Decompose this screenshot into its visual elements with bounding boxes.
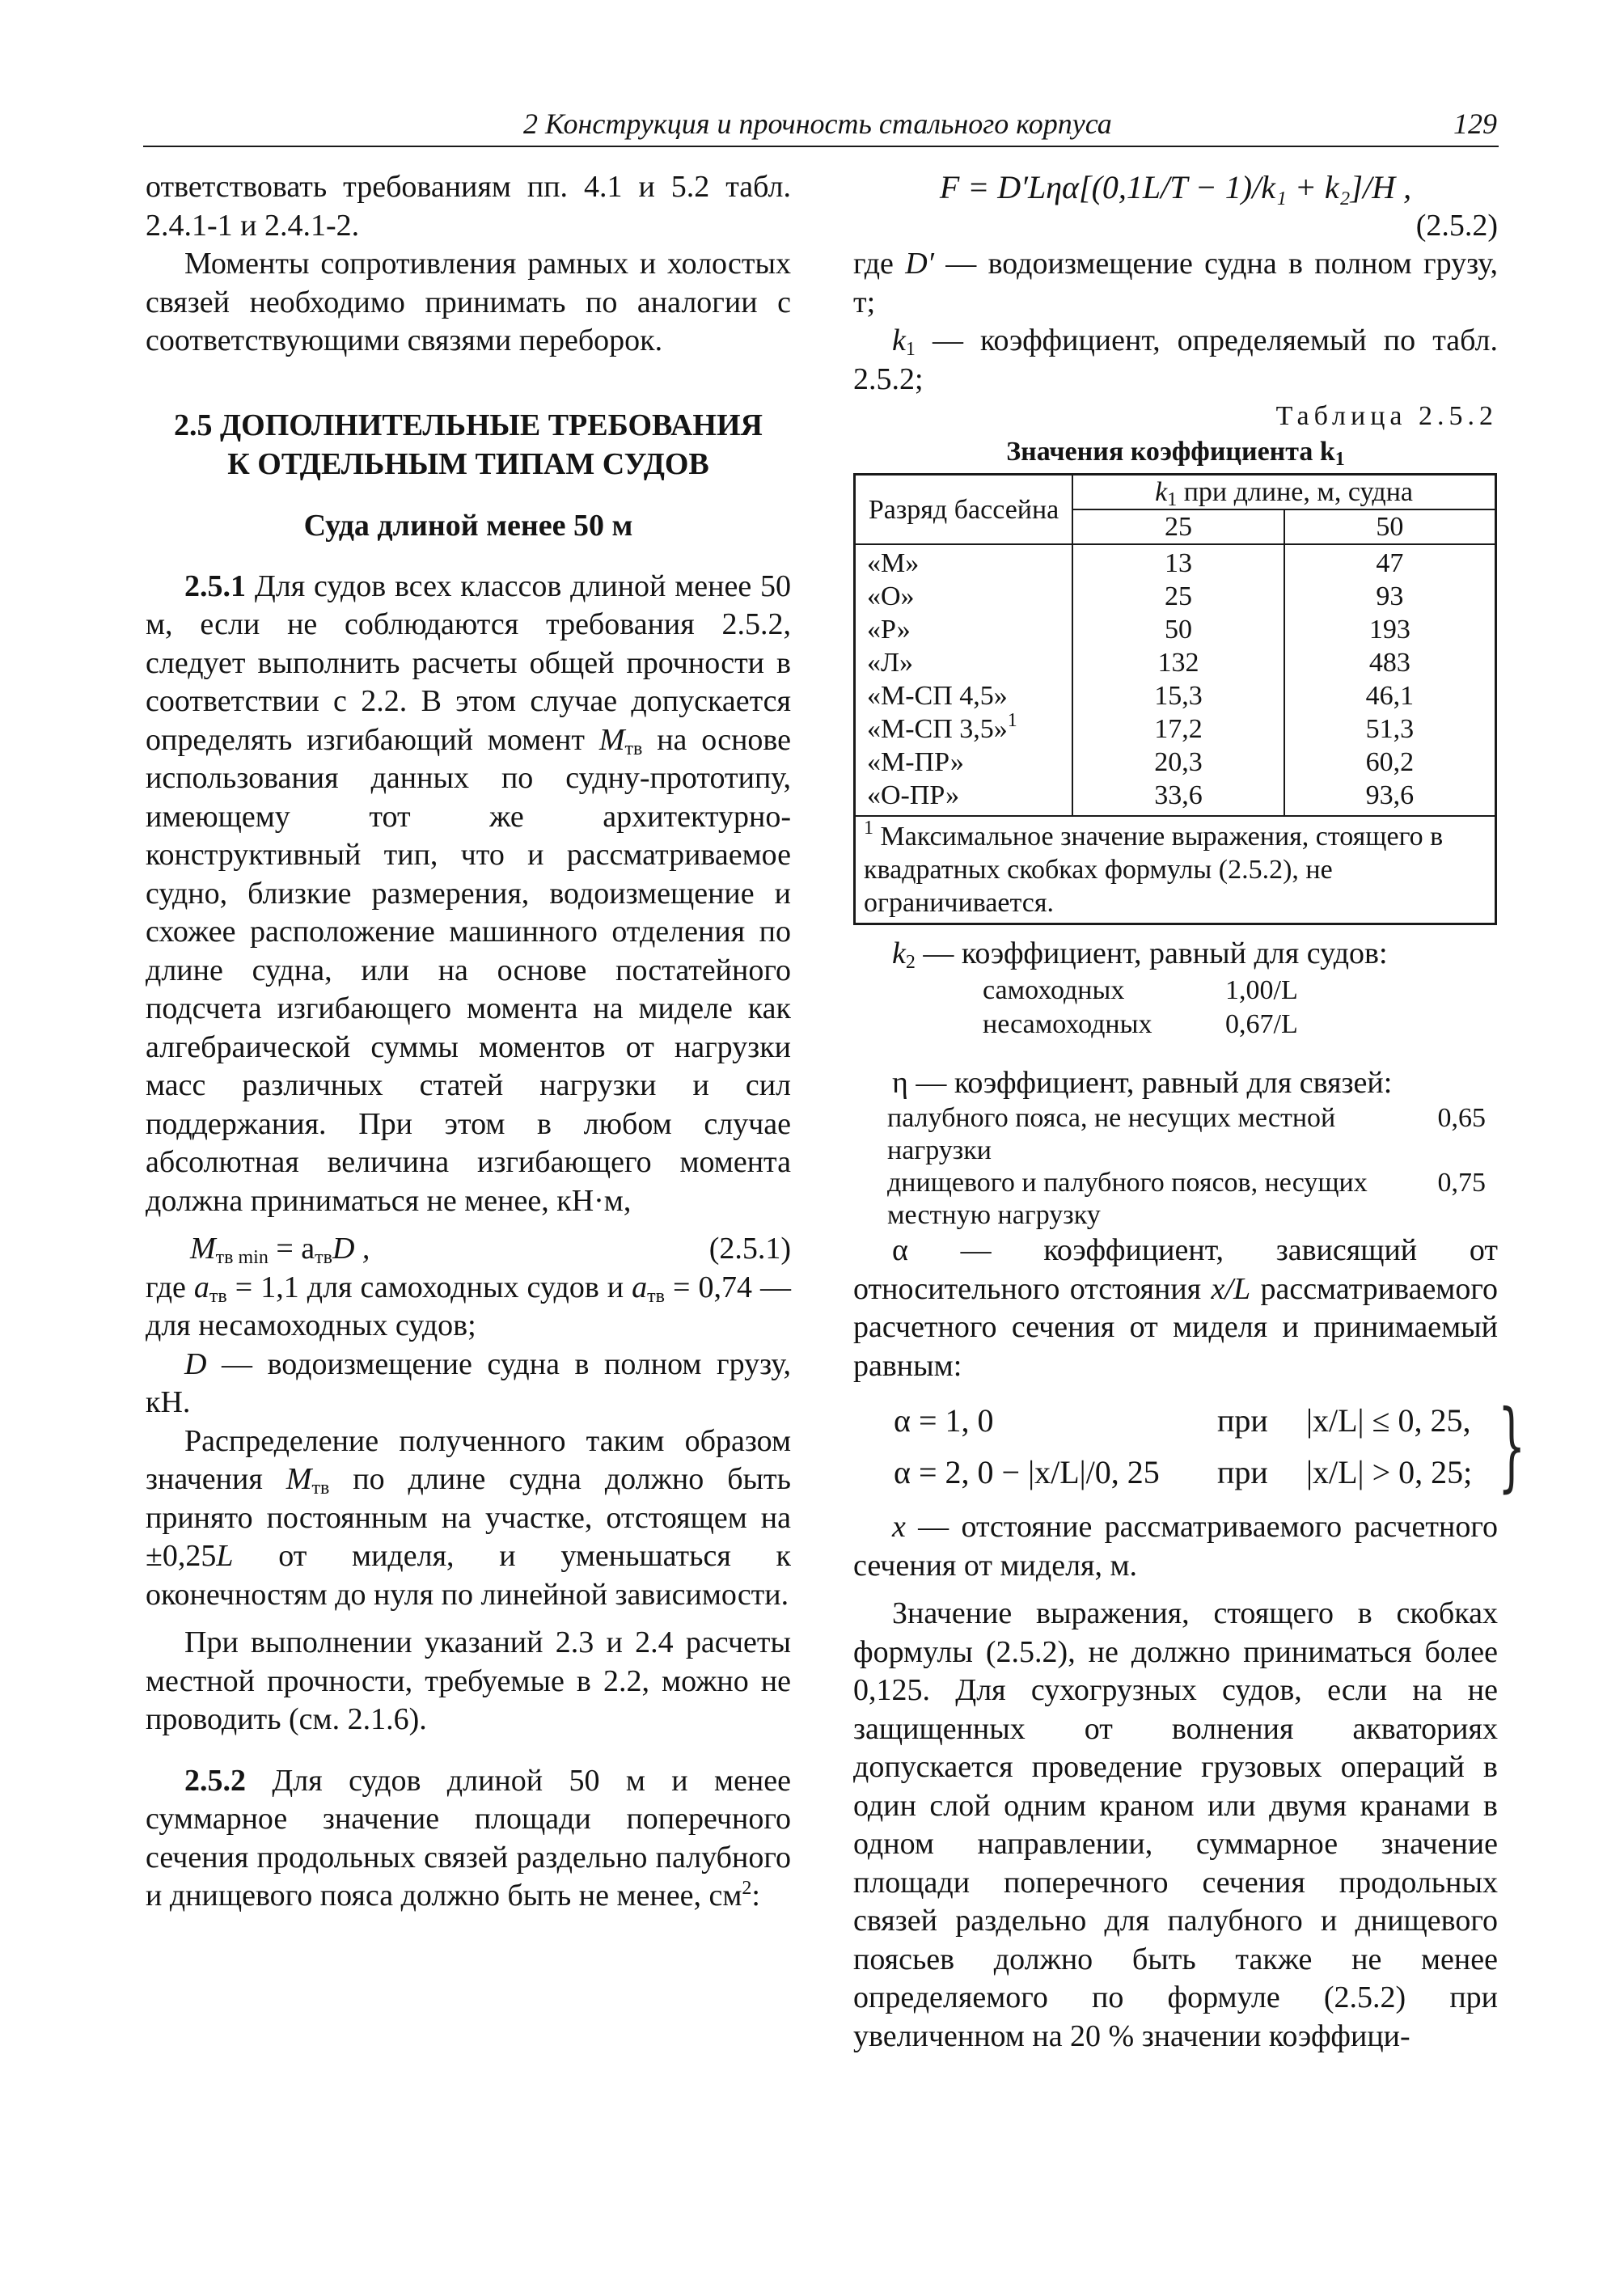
paragraph-local-strength: При выполнении указаний 2.3 и 2.4 расчеты местной прочности, требуемые в 2.2, можно не проводить (см. 2.1.6).	[146, 1625, 791, 1736]
table-row: «М-СП 4,5» 15,3 46,1	[855, 679, 1496, 712]
equation-number-2-5-2: (2.5.2)	[1415, 208, 1498, 243]
formula-2-5-1: $M_{тв min} = a_{тв}D$ , (2.5.1)	[190, 1232, 791, 1268]
paragraph-2-5-2: 2.5.2 Для судов длиной 50 м и менее суммарное значение площади поперечного сечения продольных связей раздельно палубного и днищевого пояса должно быть не менее, $см^2$:	[146, 1763, 791, 1913]
table-header-25: 25	[1072, 509, 1284, 544]
header-title: 2 Конструкция и прочность стального корпуса	[523, 108, 1112, 140]
paragraph-where-D: где D′ — водоизмещение судна в полном грузу, т;	[853, 247, 1498, 319]
alpha-case: α = 2, 0 − |x/L|/0, 25 при |x/L| > 0, 25;	[894, 1454, 1473, 1490]
paragraph-2-5-1: 2.5.1 Для судов всех классов длиной менее 50 м, если не соблюдаются требования 2.5.2, следует выполнить расчеты общей прочности в соответствии с 2.2. В этом случае допускается определять изгибающий момент $M_{тв}$ на основе использования данных по судну-прототипу, имеющему тот же архитектурно-конструктивный тип, что и рассматриваемое судно, близкие размерения, водоизмещение и схожее расположение машинного отделения по длине судна, или на основе постатейного подсчета изгибающего момента на миделе как алгебраической суммы моментов от нагрузки масс различных статей нагрузки и сил поддержания. При этом в любом случае абсолютная величина изгибающего момента должна приниматься не менее, кН·м,	[146, 569, 792, 1218]
table-row: «М-СП 3,5»$^1$ 17,2 51,3	[855, 712, 1496, 746]
paragraph-where-a: где $a_{тв} = 1,1$ для самоходных судов и $a_{тв} = 0,74$ — для несамоходных судов;	[146, 1270, 791, 1342]
k1-table	[853, 473, 1497, 925]
right-column	[853, 168, 1526, 2056]
alpha-case: α = 1, 0 при |x/L| ≤ 0, 25,	[894, 1402, 1471, 1439]
paragraph-value: Значение выражения, стоящего в скобках формулы (2.5.2), не должно приниматься более 0,125. Для сухогрузных судов, если на не защищенных от волнения акваториях допускается проведение грузовых операций в один слой одним краном или двумя кранами в одном направлении, суммарное значение площади поперечного сечения продольных связей раздельно для палубного и днищевого поясьев должно быть также не менее определяемого по формуле (2.5.2) при увеличенном на 20 % значении коэффици-	[853, 1596, 1498, 2053]
table-row: «М-ПР» 20,3 60,2	[855, 746, 1496, 779]
paragraph-continuation: ответствовать требованиям пп. 4.1 и 5.2 табл. 2.4.1-1 и 2.4.1-2.	[146, 170, 791, 243]
paragraph-eta: η — коэффициент, равный для связей:	[892, 1065, 1393, 1100]
list-item: днищевого и палубного поясов, несущих местную нагрузку 0,75	[887, 1168, 1486, 1230]
table-row: «О» 25 93	[855, 580, 1496, 613]
list-item: несамоходных 0,67/L	[983, 1008, 1298, 1039]
formula-2-5-2: F = D′Lηα[(0,1L/T − 1)/k₁ + k₂]/H ,	[939, 169, 1412, 205]
list-item: самоходных 1,00/L	[983, 974, 1298, 1005]
right-brace: }	[1498, 1390, 1526, 1503]
eta-list	[853, 1102, 1498, 1232]
alpha-cases	[894, 1390, 1526, 1503]
paragraph-distribution: Распределение полученного таким образом значения $M_{тв}$ по длине судна должно быть принято постоянным на участке, отстоящем на ±0,25L от миделя, и уменьшаться к оконечностям до нуля по линейной зависимости.	[146, 1423, 791, 1612]
paragraph-D: D — водоизмещение судна в полном грузу, кН.	[146, 1346, 791, 1419]
running-header	[143, 104, 1499, 147]
left-column	[146, 168, 791, 1916]
table-row: «Л» 132 483	[855, 646, 1496, 679]
table-label: Таблица 2.5.2	[1275, 401, 1498, 431]
equation-number-2-5-1: (2.5.1)	[708, 1232, 791, 1266]
k2-list	[853, 974, 1498, 1042]
table-header-basin: Разряд бассейна	[855, 475, 1073, 545]
paragraph-moments: Моменты сопротивления рамных и холостых связей необходимо принимать по аналогии с соответствующими связями переборок.	[146, 247, 791, 357]
paragraph-x: x — отстояние рассматриваемого расчетного сечения от миделя, м.	[853, 1510, 1498, 1583]
table-header-50: 50	[1284, 509, 1496, 544]
table-row: «Р» 50 193	[855, 613, 1496, 646]
subsection-heading: Суда длиной менее 50 м	[303, 508, 633, 543]
page-number: 129	[1453, 108, 1497, 140]
table-row: «О-ПР» 33,6 93,6	[855, 779, 1496, 816]
section-heading: 2.5 ДОПОЛНИТЕЛЬНЫЕ ТРЕБОВАНИЯ К ОТДЕЛЬНЫМ ТИПАМ СУДОВ	[174, 408, 763, 481]
table-footnote: $^1$ Максимальное значение выражения, стоящего в квадратных скобках формулы (2.5.2), не ограничивается.	[855, 816, 1496, 924]
table-row: «М» 13 47	[855, 544, 1496, 580]
table-header-k1: $k_1$ при длине, м, судна	[1072, 475, 1495, 510]
paragraph-k2: $k_2$ — коэффициент, равный для судов:	[892, 936, 1388, 973]
list-item: палубного пояса, не несущих местной нагрузки 0,65	[887, 1103, 1486, 1165]
table-caption: Значения коэффициента $k_1$	[1006, 437, 1345, 470]
paragraph-k1: $k_1$ — коэффициент, определяемый по табл. 2.5.2;	[853, 323, 1498, 396]
paragraph-alpha: α — коэффициент, зависящий от относительного отстояния x/L рассматриваемого расчетного сечения от миделя и принимаемый равным:	[853, 1233, 1498, 1383]
